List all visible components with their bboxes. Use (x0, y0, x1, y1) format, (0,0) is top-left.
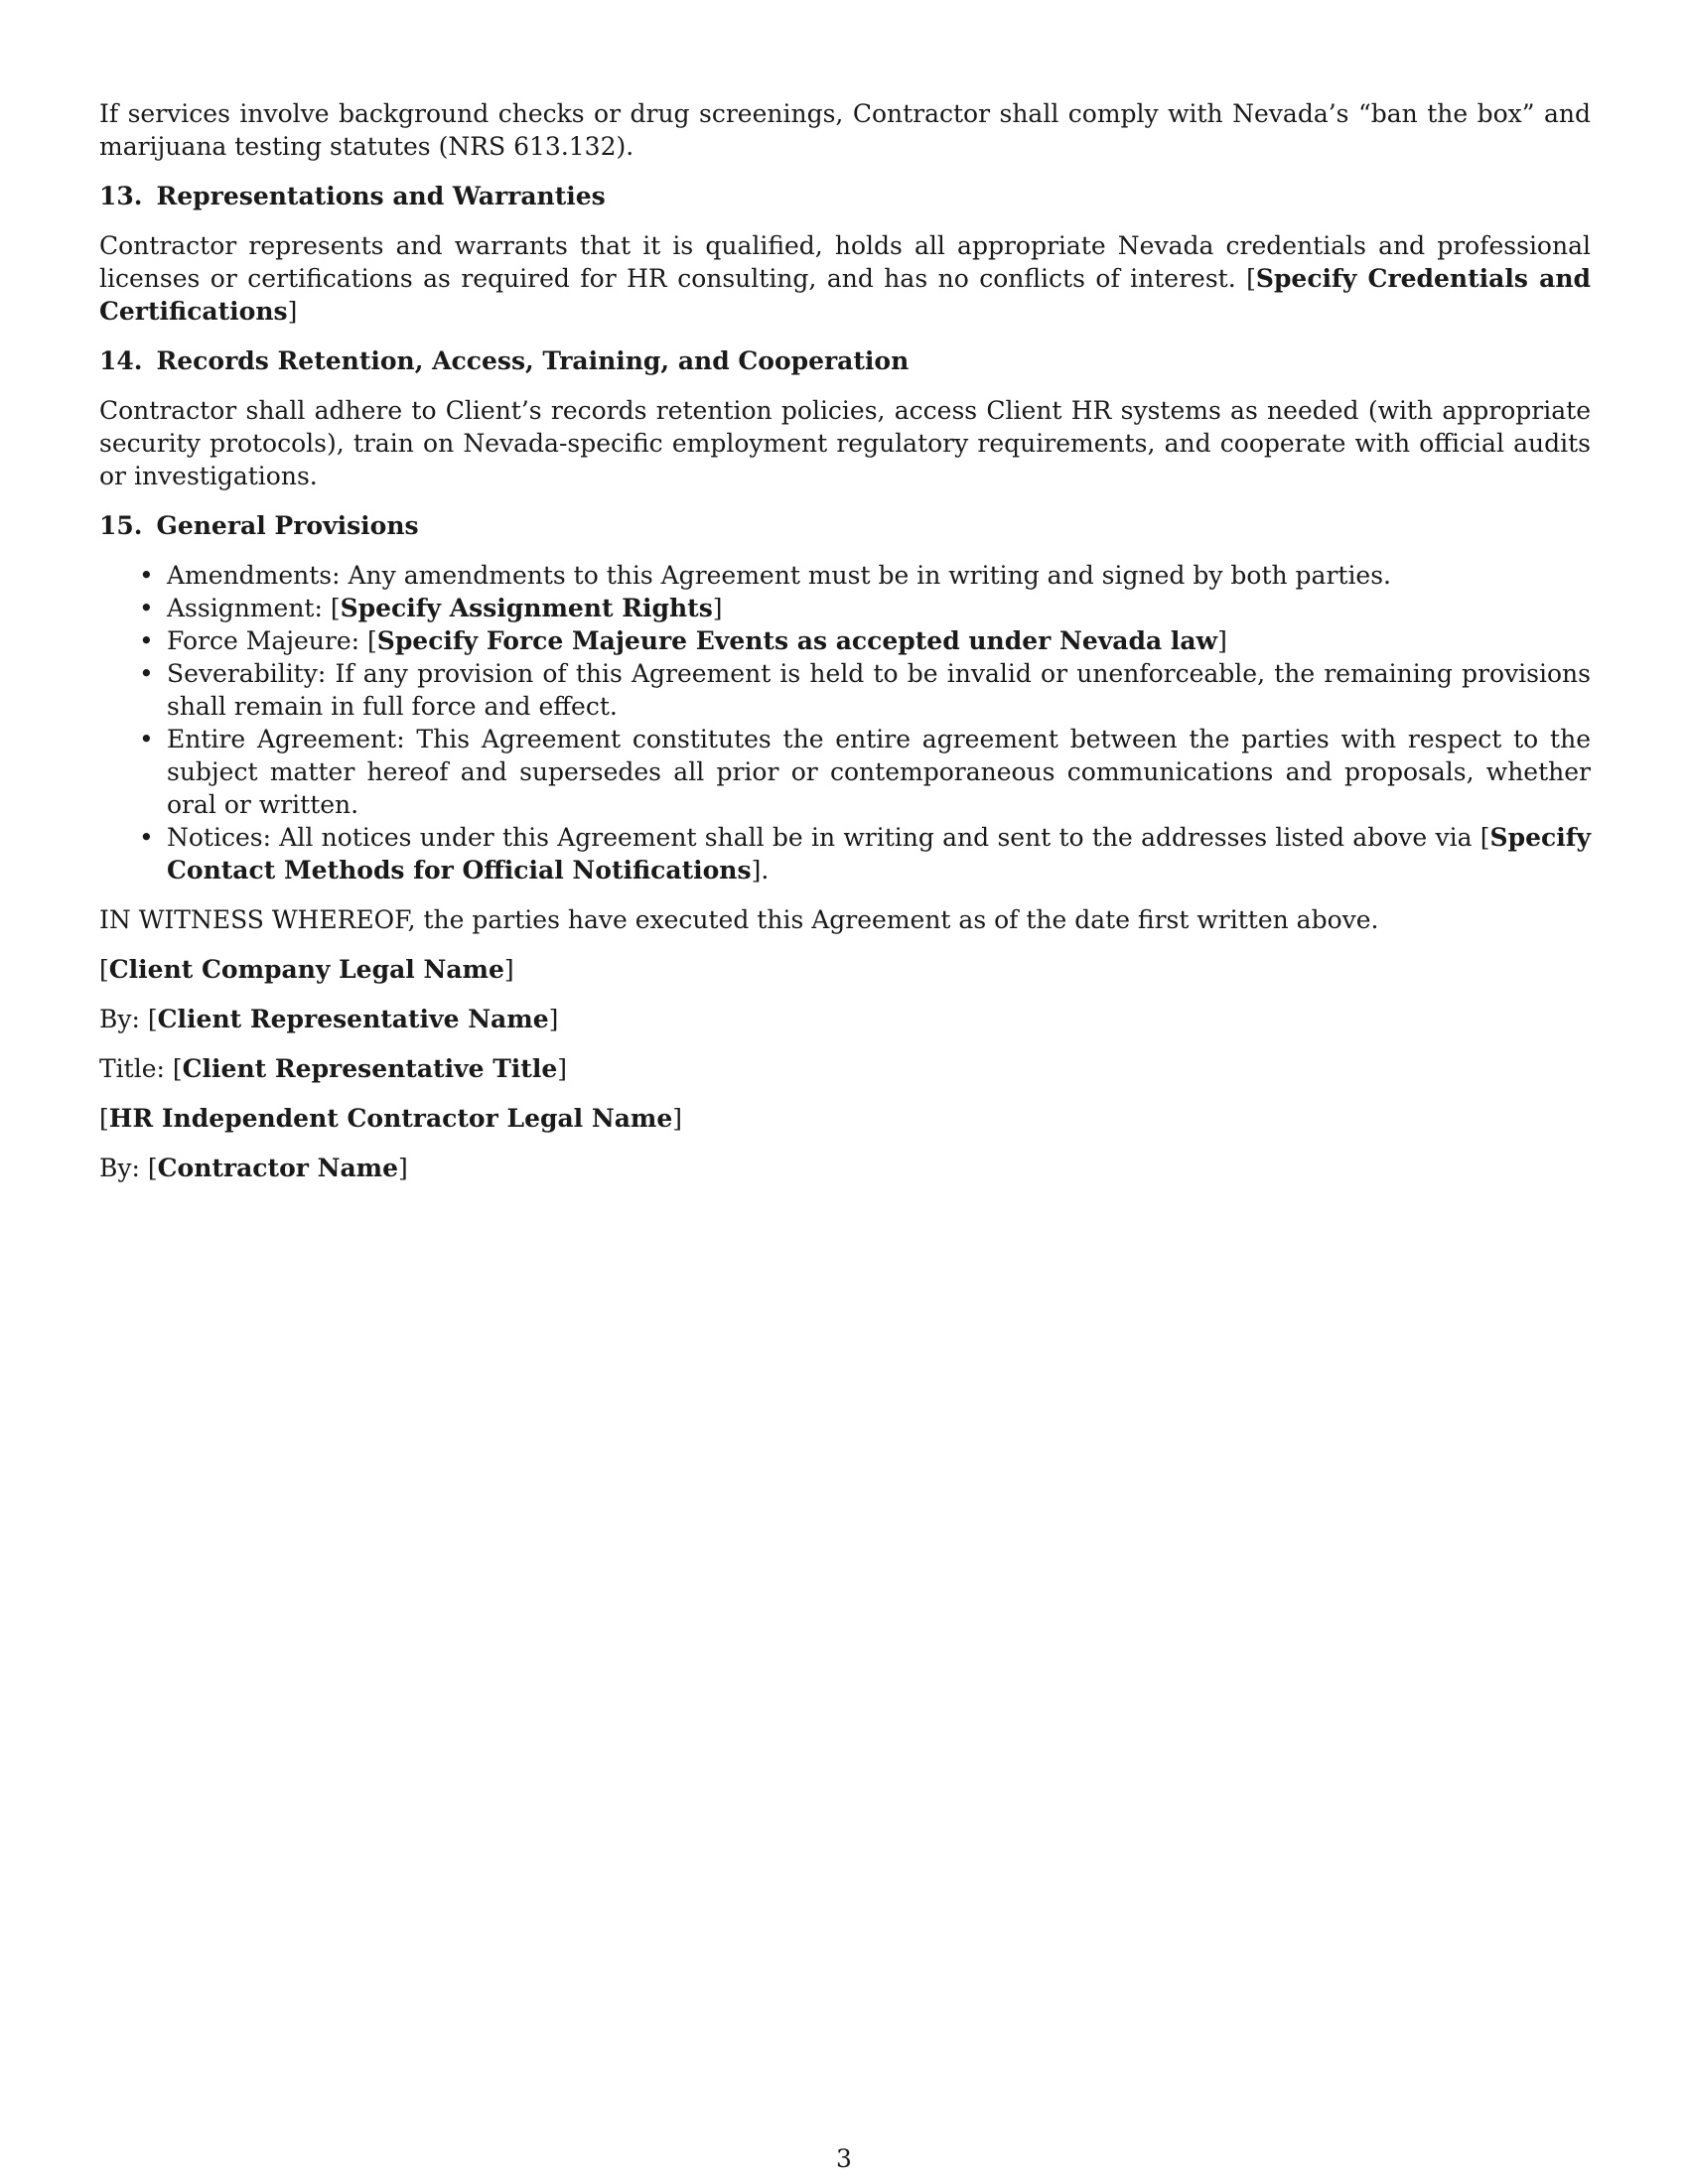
by-label: By: (99, 1005, 148, 1033)
item-suffix: . (761, 856, 770, 885)
section-13-paragraph: Contractor represents and warrants that it is qualified, holds all appropriate Nevada credentials and professional licenses or certifications as required for HR consulting, and has no conflicts of interest. [Specify Credentials and Certifications] (99, 231, 1591, 326)
section-title: Records Retention, Access, Training, and Cooperation (156, 346, 910, 375)
placeholder-field: Specify Force Majeure Events as accepted under Nevada law (376, 626, 1218, 655)
contractor-company-line: [HR Independent Contractor Legal Name] (99, 1104, 683, 1133)
section-heading-13 (99, 180, 1591, 212)
document-page (99, 97, 1591, 1201)
list-item: • Notices: All notices under this Agreement shall be in writing and sent to the addresses listed above via [Specify Contact Methods for Official Notifications]. (99, 821, 1591, 887)
list-item (99, 723, 1591, 821)
item-text: Severability: If any provision of this Agreement is held to be invalid or unenforceable, the remaining provisions shall remain in full force and effect. (167, 659, 1591, 721)
general-provisions-list (99, 559, 1591, 887)
item-text: Entire Agreement: This Agreement constitutes the entire agreement between the parties with respect to the subject matter hereof and supersedes all prior or contemporaneous communications and proposals, whether oral or written. (167, 725, 1591, 819)
client-title-line: Title: [Client Representative Title] (99, 1054, 568, 1083)
placeholder-field: Specify Assignment Rights (340, 594, 713, 622)
title-label: Title: (99, 1054, 173, 1083)
item-text: Assignment: (167, 594, 331, 622)
client-company-line: [Client Company Legal Name] (99, 955, 514, 984)
placeholder-field: Client Representative Title (182, 1054, 558, 1083)
page-number: 3 (836, 2144, 852, 2173)
list-item (99, 657, 1591, 723)
item-text: Amendments: Any amendments to this Agreement must be in writing and signed by both parties. (167, 561, 1392, 590)
section-number: 14. (99, 346, 143, 375)
section-number: 13. (99, 182, 143, 210)
contractor-by-line: By: [Contractor Name] (99, 1154, 408, 1182)
item-text: Force Majeure: (167, 626, 367, 655)
placeholder-field: Specify Contact Methods for Official Notifications (167, 823, 1591, 885)
placeholder-field: Client Company Legal Name (108, 955, 504, 984)
section-title: Representations and Warranties (156, 182, 606, 210)
section-14-paragraph: Contractor shall adhere to Client’s records retention policies, access Client HR systems as needed (with appropriate security protocols), train on Nevada-specific employment regulatory requirements, and cooperate with official audits or investigations. (99, 396, 1591, 490)
witness-statement: IN WITNESS WHEREOF, the parties have executed this Agreement as of the date first written above. (99, 905, 1379, 934)
list-item: • Assignment: [Specify Assignment Rights] (99, 592, 1591, 624)
section-text: Contractor represents and warrants that it is qualified, holds all appropriate Nevada credentials and professional licenses or certifications as required for HR consulting, and has no conflicts of interest. (99, 231, 1591, 293)
list-item: • Force Majeure: [Specify Force Majeure Events as accepted under Nevada law] (99, 624, 1591, 657)
placeholder-field: Contractor Name (157, 1154, 399, 1182)
list-item (99, 559, 1591, 592)
placeholder-field: Client Representative Name (157, 1005, 549, 1033)
client-by-line: By: [Client Representative Name] (99, 1005, 559, 1033)
by-label: By: (99, 1154, 148, 1182)
placeholder-field: HR Independent Contractor Legal Name (108, 1104, 673, 1133)
placeholder-field: Specify Credentials and Certifications (99, 264, 1591, 326)
section-number: 15. (99, 511, 143, 540)
section-title: General Provisions (156, 511, 419, 540)
section-heading-14 (99, 344, 1591, 377)
intro-paragraph: If services involve background checks or drug screenings, Contractor shall comply with Nevada’s “ban the box” and marijuana testing statutes (NRS 613.132). (99, 99, 1591, 161)
item-text: Notices: All notices under this Agreement shall be in writing and sent to the addresses listed above via (167, 823, 1480, 852)
section-heading-15 (99, 509, 1591, 542)
